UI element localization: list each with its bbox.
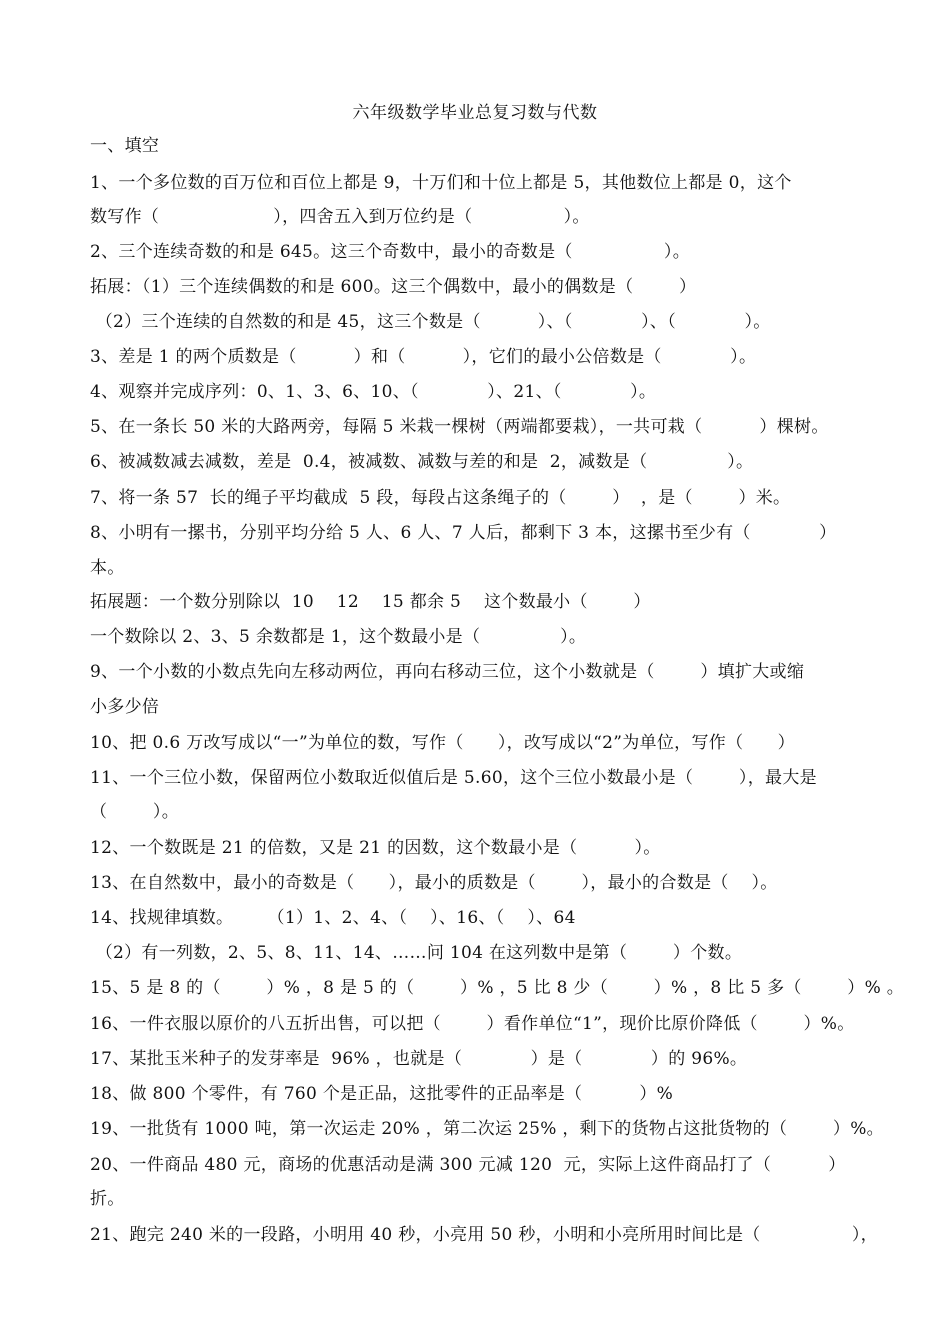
question-line: 11、一个三位小数，保留两位小数取近似值后是 5.60，这个三位小数最小是（ ），最大是 [90,768,817,788]
question-line: 13、在自然数中，最小的奇数是（ ），最小的质数是（ ），最小的合数是（ ）。 [90,873,778,893]
question-line: 9、一个小数的小数点先向左移动两位，再向右移动三位，这个小数就是（ ）填扩大或缩 [90,662,805,682]
question-line: （2）三个连续的自然数的和是 45，这三个数是（ ）、（ ）、（ ）。 [90,312,771,332]
question-line: 7、将一条 57 长的绳子平均截成 5 段，每段占这条绳子的（ ） ，是（ ）米。 [90,488,791,508]
question-line: （2）有一列数，2、5、8、11、14、……问 104 在这列数中是第（ ）个数。 [90,943,743,963]
question-line: 21、跑完 240 米的一段路，小明用 40 秒，小亮用 50 秒，小明和小亮所用时间比是（ ）， [90,1225,878,1245]
question-line: 8、小明有一摞书，分别平均分给 5 人、6 人、7 人后，都剩下 3 本，这摞书至少有（ ） [90,523,837,543]
question-line: 12、一个数既是 21 的倍数，又是 21 的因数，这个数最小是（ ）。 [90,838,661,858]
question-line: 5、在一条长 50 米的大路两旁，每隔 5 米栽一棵树（两端都要栽），一共可栽（ ）棵树。 [90,417,829,437]
question-line: 16、一件衣服以原价的八五折出售，可以把（ ）看作单位“1”，现价比原价降低（ ）%。 [90,1014,855,1034]
question-line: 20、一件商品 480 元，商场的优惠活动是满 300 元减 120 元，实际上这件商品打了（ ） [90,1155,846,1175]
question-line: 一个数除以 2、3、5 余数都是 1，这个数最小是（ ）。 [90,627,587,647]
question-line: 17、某批玉米种子的发芽率是 96% ，也就是（ ）是（ ）的 96%。 [90,1049,748,1069]
question-line: 拓展题：一个数分别除以 10 12 15 都余 5 这个数最小（ ） [90,592,651,612]
page-title: 六年级数学毕业总复习数与代数 [352,103,598,123]
question-line: 14、找规律填数。 （1）1、2、4、（ ）、16、（ ）、64 [90,908,576,928]
question-line: 拓展：（1）三个连续偶数的和是 600。这三个偶数中，最小的偶数是（ ） [90,277,697,297]
question-line: 一、填空 [90,136,160,156]
question-line: 3、差是 1 的两个质数是（ ）和（ ），它们的最小公倍数是（ ）。 [90,347,757,367]
question-line: （ ）。 [90,802,180,822]
question-line: 本。 [90,558,125,578]
question-line: 数写作（ ），四舍五入到万位约是（ ）。 [90,207,590,227]
question-line: 15、5 是 8 的（ ）% ，8 是 5 的（ ）% ，5 比 8 少（ ）% ，8 比 5 多（ ）% 。 [90,978,905,998]
question-line: 1、一个多位数的百万位和百位上都是 9，十万们和十位上都是 5，其他数位上都是 0，这个 [90,173,792,193]
question-line: 10、把 0.6 万改写成以“一”为单位的数，写作（ ），改写成以“2”为单位，写作（ ） [90,733,795,753]
question-line: 18、做 800 个零件，有 760 个是正品，这批零件的正品率是（ ）% [90,1084,674,1104]
question-line: 折。 [90,1189,125,1209]
question-line: 4、观察并完成序列：0、1、3、6、10、（ ）、21、（ ）。 [90,382,657,402]
question-line: 6、被减数减去减数，差是 0.4，被减数、减数与差的和是 2，减数是（ ）。 [90,452,754,472]
question-line: 2、三个连续奇数的和是 645。这三个奇数中，最小的奇数是（ ）。 [90,242,691,262]
question-line: 小多少倍 [90,697,160,717]
question-line: 19、一批货有 1000 吨，第一次运走 20% ，第二次运 25% ，剩下的货物占这批货物的（ ）%。 [90,1119,884,1139]
